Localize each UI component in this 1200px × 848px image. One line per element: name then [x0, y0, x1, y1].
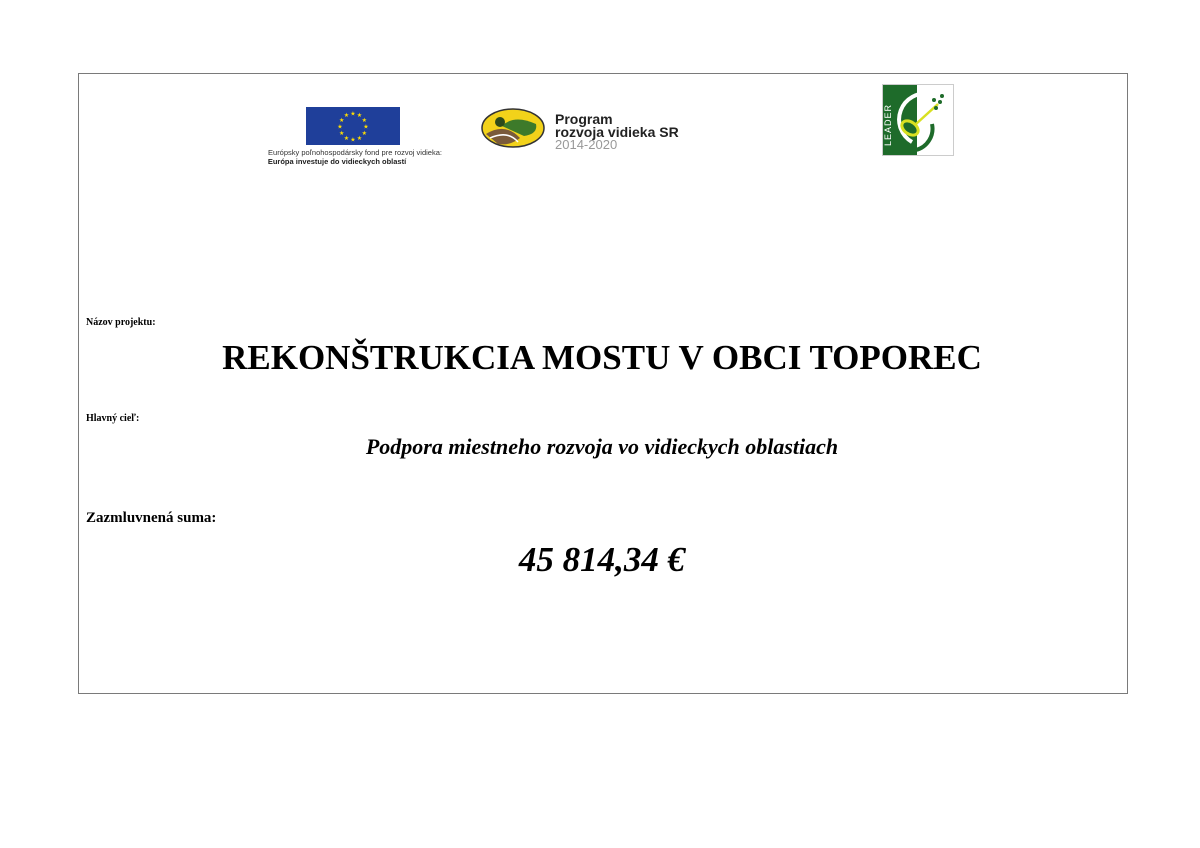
- contracted-sum-label: Zazmluvnená suma:: [86, 510, 217, 526]
- eu-caption-line1: Európsky poľnohospodársky fond pre rozvoj vidieka:: [268, 148, 442, 157]
- eu-star-icon: ★: [356, 135, 363, 142]
- eu-star-icon: ★: [339, 118, 345, 124]
- contracted-sum: 45 814,34 €: [518, 540, 686, 579]
- eu-star-icon: ★: [361, 131, 367, 137]
- eu-star-icon: ★: [350, 137, 356, 144]
- program-title-line1: Program: [555, 111, 613, 127]
- eu-star-icon: ★: [356, 113, 363, 120]
- eu-caption-line2: Európa investuje do vidieckych oblastí: [267, 157, 407, 166]
- program-title-line2: rozvoja vidieka SR: [555, 124, 679, 140]
- rural-development-program-logo: [480, 108, 546, 153]
- eu-star-icon: ★: [361, 118, 367, 124]
- eu-flag-logo: [306, 107, 400, 145]
- eu-star-icon: ★: [350, 111, 356, 118]
- eu-star-icon: ★: [343, 135, 350, 142]
- main-goal-label: Hlavný cieľ:: [86, 413, 140, 424]
- main-goal: Podpora miestneho rozvoja vo vidieckych oblastiach: [365, 434, 839, 459]
- project-name-label: Názov projektu:: [86, 317, 156, 328]
- billboard-frame: [78, 73, 1128, 694]
- svg-text:LEADER: LEADER: [883, 103, 893, 146]
- leader-logo: [882, 84, 954, 161]
- eu-star-icon: ★: [337, 124, 343, 131]
- eu-star-icon: ★: [339, 131, 345, 137]
- program-years: 2014-2020: [555, 137, 618, 152]
- eu-star-icon: ★: [363, 124, 369, 131]
- eu-star-icon: ★: [343, 113, 350, 120]
- project-name: REKONŠTRUKCIA MOSTU V OBCI TOPOREC: [222, 338, 982, 377]
